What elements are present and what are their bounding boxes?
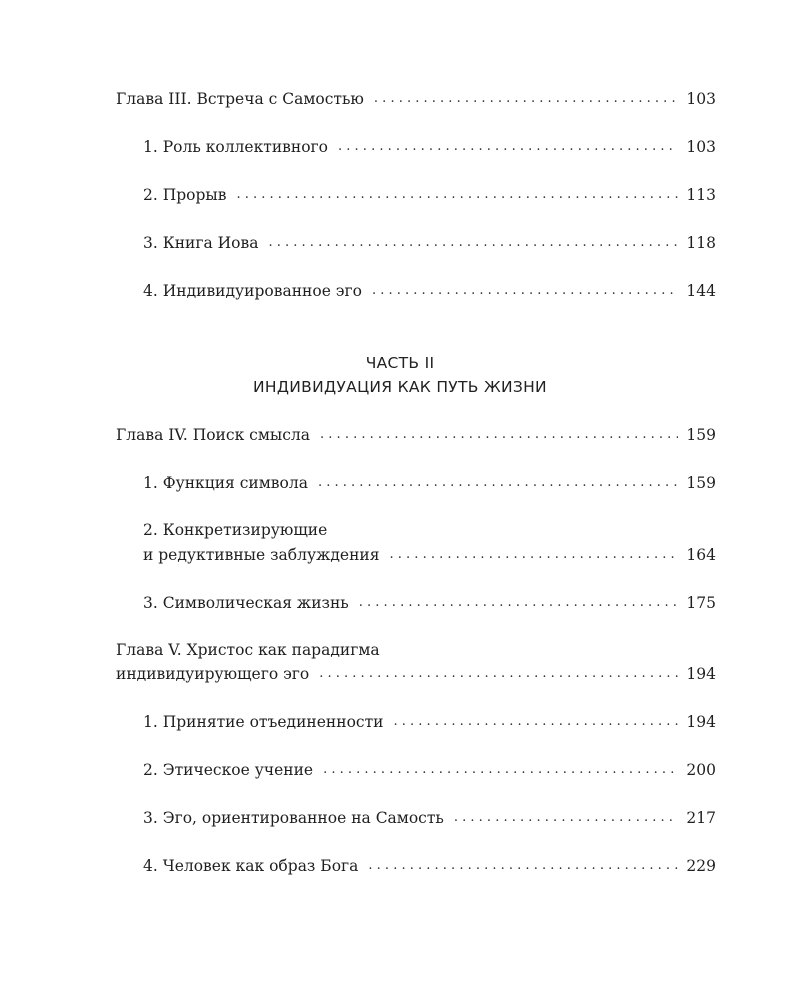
dot-leader [394,710,679,734]
toc-page-number: 164 [686,546,716,564]
dot-leader [374,87,678,111]
dot-leader [323,758,678,782]
toc-entry-title-line1: Глава V. Христос как парадигма [116,641,380,659]
toc-entry-3-1 [143,135,716,159]
toc-page-number: 159 [686,474,716,492]
toc-entry-3-3 [143,231,716,255]
toc-entry-title: 1. Функция символа [143,474,308,492]
toc-entry-5-1 [143,710,716,734]
toc-entry-title: Глава IV. Поиск смысла [116,426,311,444]
toc-entry-4-2 [143,543,716,567]
toc-entry-chapter-5 [116,662,716,686]
toc-page-number: 200 [686,761,716,779]
toc-entry-5-4 [143,854,716,878]
toc-entry-title: 2. Этическое учение [143,761,314,779]
dot-leader [359,591,678,615]
toc-entry-title-line2: индивидуирующего эго [116,665,310,683]
toc-page-number: 144 [686,282,716,300]
toc-page-number: 229 [686,857,716,875]
toc-page-number: 217 [686,809,716,827]
toc-entry-title: 3. Символическая жизнь [143,594,349,612]
toc-entry-title: 3. Эго, ориентированное на Самость [143,809,444,827]
toc-page-number: 194 [686,665,716,683]
toc-entry-title: 2. Прорыв [143,186,227,204]
toc-entry-chapter-3 [116,87,716,111]
toc-entry-3-4 [143,279,716,303]
toc-page-number: 175 [686,594,716,612]
toc-entry-chapter-4 [116,423,716,447]
toc-entry-3-2 [143,183,716,207]
dot-leader [338,135,678,159]
part-title: ИНДИВИДУАЦИЯ КАК ПУТЬ ЖИЗНИ [253,378,547,396]
toc-page-number: 118 [686,234,716,252]
toc-entry-title: 4. Человек как образ Бога [143,857,359,875]
toc-page-number: 113 [686,186,716,204]
dot-leader [454,806,678,830]
toc-page-number: 194 [686,713,716,731]
dot-leader [372,279,678,303]
dot-leader [368,854,678,878]
toc-entry-5-3 [143,806,716,830]
dot-leader [320,423,678,447]
toc-entry-5-2 [143,758,716,782]
dot-leader [236,183,678,207]
toc-entry-title-line2: и редуктивные заблуждения [143,546,380,564]
dot-leader [319,662,678,686]
toc-entry-4-3 [143,591,716,615]
part-label: ЧАСТЬ II [365,354,435,372]
dot-leader [268,231,678,255]
toc-entry-title-line1: 2. Конкретизирующие [143,521,328,539]
toc-page-number: 103 [686,138,716,156]
toc-entry-title: 1. Принятие отъединенности [143,713,384,731]
toc-entry-title: 4. Индивидуированное эго [143,282,362,300]
toc-page-number: 103 [686,90,716,108]
toc-entry-title: 3. Книга Иова [143,234,259,252]
dot-leader [318,471,678,495]
dot-leader [390,543,678,567]
toc-entry-4-1 [143,471,716,495]
toc-page-number: 159 [686,426,716,444]
toc-entry-title: Глава III. Встреча с Самостью [116,90,364,108]
toc-entry-title: 1. Роль коллективного [143,138,329,156]
